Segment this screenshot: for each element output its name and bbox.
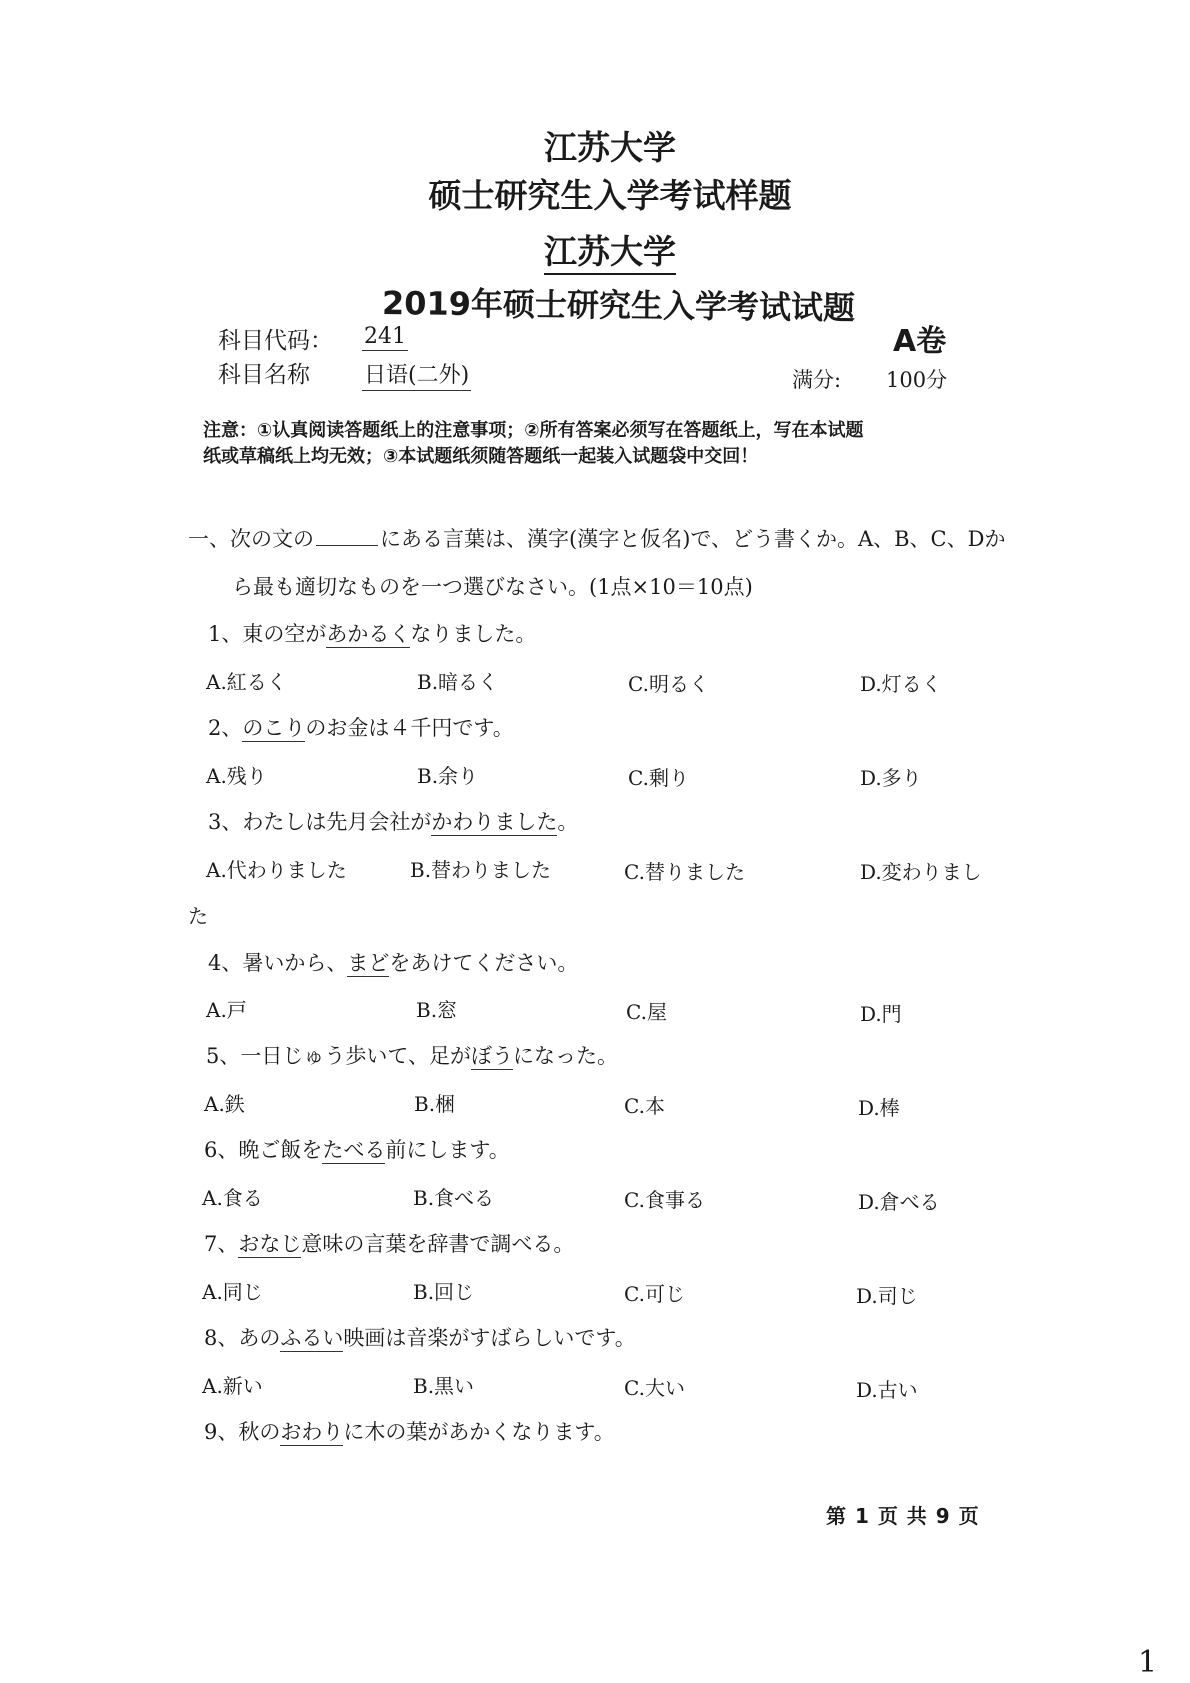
option-d: D.変わりまし: [860, 860, 982, 884]
option-c: C.明るく: [628, 672, 709, 696]
question-4: [208, 947, 578, 977]
blank-underline: [316, 544, 378, 546]
school-title-underlined: [0, 226, 1190, 273]
option-d: D.門: [860, 1002, 902, 1026]
question-text: 3、わたしは先月会社が: [208, 810, 432, 834]
exam-year-title: 2019年硕士研究生入学考试试题: [381, 284, 856, 327]
school-title-text: 江苏大学: [544, 232, 676, 275]
option-d: D.倉べる: [858, 1190, 940, 1214]
option-b: B.暗るく: [417, 670, 499, 694]
full-score-value: 100分: [886, 368, 948, 392]
subject-code-value: 241: [364, 324, 406, 349]
option-a: A.食る: [202, 1186, 263, 1210]
subject-code-label: 科目代码：: [218, 328, 333, 354]
page-footer: 第 1 页 共 9 页: [826, 1504, 980, 1528]
subject-name-value: 日语(二外): [362, 358, 471, 391]
option-a: A.新い: [202, 1374, 263, 1398]
option-b: B.窓: [416, 998, 458, 1022]
question-text: 5、一日じゅう歩いて、足が: [206, 1044, 471, 1068]
section-instruction-part-a: 一、次の文の: [188, 527, 314, 551]
option-a: A.戸: [206, 998, 247, 1022]
question-9: [204, 1416, 615, 1446]
option-a: A.残り: [206, 764, 267, 788]
question-8: [204, 1322, 636, 1352]
paper-version: A卷: [893, 324, 947, 359]
question-1: [208, 618, 536, 648]
option-b: B.梱: [414, 1092, 456, 1116]
question-text: になった。: [512, 1044, 618, 1068]
notice-line-2: 纸或草稿纸上均无效；③本试题纸须随答题纸一起装入试题袋中交回！: [203, 446, 759, 467]
section-instruction-line-1: [188, 523, 1005, 553]
question-text: 8、あの: [204, 1326, 281, 1350]
subject-name-label: 科目名称: [218, 362, 310, 388]
option-c: C.屋: [626, 1000, 667, 1024]
question-3: [208, 806, 578, 836]
question-text: のお金は４千円です。: [305, 716, 514, 740]
underlined-word: まど: [347, 951, 390, 975]
option-a: A.紅るく: [206, 670, 287, 694]
option-a: A.同じ: [202, 1280, 263, 1304]
question-text: 意味の言葉を辞書で調べる。: [301, 1232, 575, 1256]
option-d: D.灯るく: [860, 672, 942, 696]
question-text: 6、晩ご飯を: [204, 1138, 323, 1162]
option-b: B.回じ: [413, 1280, 475, 1304]
option-c: C.替りました: [624, 860, 745, 884]
option-c: C.食事る: [624, 1188, 705, 1212]
question-text: 映画は音楽がすばらしいです。: [343, 1326, 636, 1350]
question-text: 9、秋の: [204, 1420, 281, 1444]
exam-sample-title: 硕士研究生入学考试样题: [428, 176, 792, 215]
option-a: A.代わりました: [206, 858, 347, 882]
question-text: に木の葉があかくなります。: [343, 1420, 615, 1444]
option-d: D.棒: [858, 1096, 900, 1120]
underlined-word: たべる: [322, 1138, 386, 1162]
option-b: B.食べる: [413, 1186, 495, 1210]
option-c: C.本: [624, 1094, 665, 1118]
question-text: なりました。: [410, 622, 537, 646]
question-text: 7、: [204, 1232, 239, 1256]
option-d: D.多り: [860, 766, 922, 790]
question-text: 4、暑いから、: [208, 951, 348, 975]
option-a: A.鉄: [204, 1092, 245, 1116]
underlined-word: かわりました: [431, 810, 558, 834]
question-5: [206, 1040, 618, 1070]
question-text: 前にします。: [385, 1138, 510, 1162]
full-score-label: 满分:: [792, 368, 842, 392]
section-instruction-line-2: ら最も適切なものを一つ選びなさい。(1点×10＝10点): [232, 575, 753, 599]
option-b: B.替わりました: [410, 858, 552, 882]
notice-line-1: 注意：①认真阅读答题纸上的注意事项；②所有答案必须写在答题纸上，写在本试题: [203, 420, 864, 441]
underlined-word: ふるい: [280, 1326, 344, 1350]
question-text: をあけてください。: [389, 951, 579, 975]
question-text: 。: [557, 810, 579, 834]
underlined-word: あかるく: [326, 622, 411, 646]
question-2: [208, 712, 514, 742]
option-c: C.剰り: [628, 766, 689, 790]
question-7: [204, 1228, 574, 1258]
question-text: 1、東の空が: [208, 622, 327, 646]
page-number: 1: [1138, 1645, 1158, 1680]
underlined-word: おわり: [280, 1420, 344, 1444]
option-c: C.大い: [624, 1376, 685, 1400]
school-title: 江苏大学: [544, 128, 676, 167]
question-6: [204, 1134, 510, 1164]
option-c: C.可じ: [624, 1282, 685, 1306]
option-b: B.黒い: [413, 1374, 475, 1398]
section-instruction-part-b: にある言葉は、漢字(漢字と仮名)で、どう書くか。A、B、C、Dか: [380, 527, 1006, 551]
option-d: D.古い: [856, 1378, 918, 1402]
underlined-word: ぼう: [470, 1044, 513, 1068]
underlined-word: のこり: [242, 716, 306, 740]
option-d: D.司じ: [856, 1284, 918, 1308]
question-text: 2、: [208, 716, 243, 740]
underlined-word: おなじ: [238, 1232, 302, 1256]
option-b: B.余り: [417, 764, 479, 788]
option-d-wrap: た: [188, 904, 208, 928]
